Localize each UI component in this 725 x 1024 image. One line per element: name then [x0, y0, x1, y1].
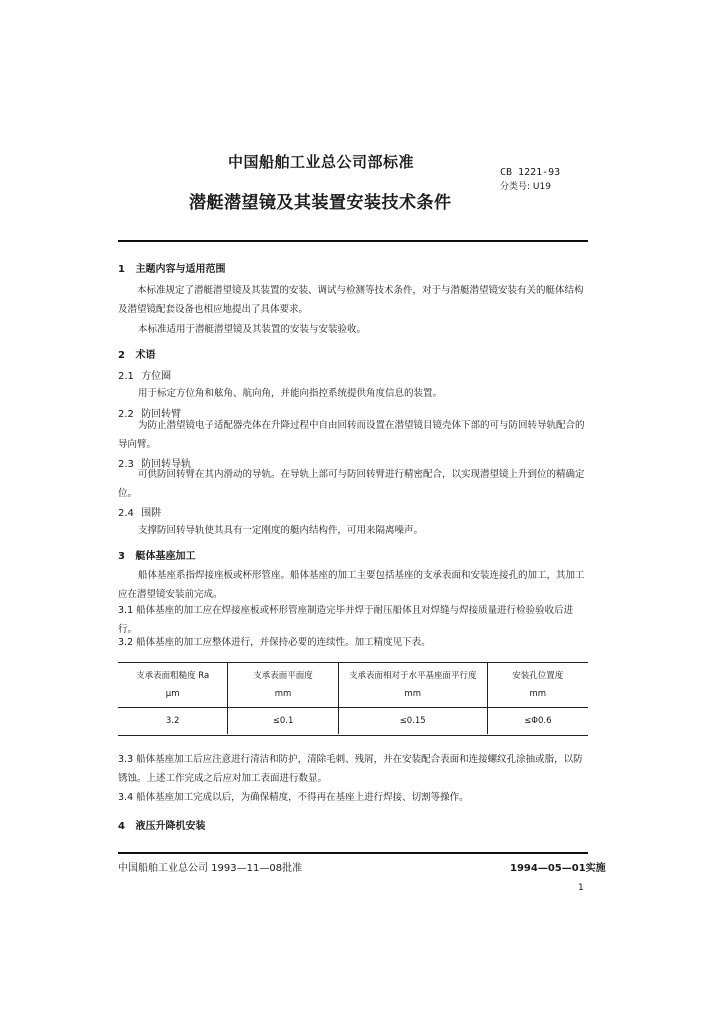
clause-3-4 [118, 788, 592, 807]
header-roughness: 支承表面粗糙度 Ra μm [118, 663, 228, 708]
term-title: 防回转臂 [141, 409, 182, 420]
clause-text: 船体基座的加工应整体进行，并保持必要的连续性。加工精度见下表。 [136, 637, 431, 648]
term-2-4-definition: 支撑防回转导轨使其具有一定刚度的艇内结构件，可用来隔离噪声。 [138, 525, 424, 536]
table-bottom-rule [118, 735, 588, 736]
standard-code: CB 1221-93 [500, 167, 561, 178]
section-4-heading [118, 817, 205, 832]
section-number: 2 [118, 350, 125, 361]
term-2-2-definition: 为防止潜望镜电子适配器壳体在升降过程中自由回转而设置在潜望镜目镜壳体下部的可与防回转导轨配合的导向臂。 [118, 420, 585, 450]
section-2-heading [118, 346, 155, 361]
cell-roughness: 3.2 [165, 716, 180, 726]
section-1-heading [118, 260, 225, 275]
clause-text: 船体基座的加工应在焊接座板或杯形管座制造完毕并焊于耐压船体且对焊缝与焊接质量进行检验验收后进行。 [118, 605, 574, 635]
section-title: 艇体基座加工 [135, 551, 196, 562]
term-number: 2.2 [118, 409, 134, 420]
footer-divider [118, 852, 588, 854]
table-header-row [118, 663, 588, 708]
term-number: 2.4 [118, 508, 134, 519]
header-parallelism: 支承表面相对于水平基座面平行度 mm [338, 663, 487, 708]
term-2-3-definition: 可供防回转臂在其内滑动的导轨。在导轨上部可与防回转臂进行精密配合，以实现潜望镜上升到位的精确定位。 [118, 469, 585, 499]
header-hole-position: 安装孔位置度 mm [487, 663, 588, 708]
clause-number: 3.2 [118, 637, 134, 648]
term-number: 2.1 [118, 371, 134, 382]
cell-flatness: ≤0.1 [228, 708, 339, 735]
term-title: 防回转导轨 [141, 459, 192, 470]
clause-number: 3.4 [118, 792, 134, 803]
section-number: 1 [118, 264, 125, 275]
clause-number: 3.1 [118, 605, 134, 616]
clause-3-3 [118, 750, 592, 788]
document-title: 潜艇潜望镜及其装置安装技术条件 [189, 193, 452, 213]
term-title: 方位圈 [141, 371, 172, 382]
machining-accuracy-table [118, 663, 588, 734]
term-title: 围阱 [141, 508, 162, 519]
section-title: 液压升降机安装 [135, 821, 206, 832]
section-title: 术语 [135, 350, 156, 361]
section-number: 3 [118, 551, 125, 562]
cell-hole-position: ≤Φ0.6 [487, 708, 588, 735]
clause-text: 船体基座加工后应注意进行清洁和防护，清除毛刺、残屑，并在安装配合表面和连接螺纹孔涂抽或脂，以防锈蚀。上述工作完成之后应对加工表面进行数显。 [118, 754, 583, 784]
cell-parallelism: ≤0.15 [338, 708, 487, 735]
section-1-paragraph-1: 本标准规定了潜艇潜望镜及其装置的安装、调试与检测等技术条件，对于与潜艇潜望镜安装有关的艇体结构及潜望镜配套设备也相应地提出了具体要求。 [118, 285, 584, 315]
term-2-1-heading [118, 367, 171, 382]
clause-3-2 [118, 633, 592, 652]
organization-name: 中国船舶工业总公司部标准 [228, 153, 415, 171]
table-row [118, 708, 588, 735]
header-flatness: 支承表面平面度 mm [228, 663, 339, 708]
section-3-paragraph: 船体基座系指焊接座板或杯形管座。船体基座的加工主要包括基座的支承表面和安装连接孔的加工，其加工应在潜望镜安装前完成。 [118, 570, 585, 600]
term-number: 2.3 [118, 459, 134, 470]
approval-date: 中国船舶工业总公司 1993—11—08批准 [118, 863, 303, 874]
term-2-4-heading [118, 504, 161, 519]
section-title: 主题内容与适用范围 [135, 264, 226, 275]
classification-number: 分类号: U19 [500, 182, 551, 192]
section-1-paragraph-2: 本标准适用于潜艇潜望镜及其装置的安装与安装验收。 [138, 324, 367, 335]
effective-date: 1994—05—01实施 [510, 863, 606, 874]
header-divider [118, 240, 588, 242]
section-3-heading [118, 547, 195, 562]
clause-text: 船体基座加工完成以后，为确保精度，不得再在基座上进行焊接、切割等操作。 [136, 792, 469, 803]
section-number: 4 [118, 821, 125, 832]
term-2-1-definition: 用于标定方位角和舷角、航向角，并能向指控系统提供角度信息的装置。 [138, 388, 443, 399]
clause-number: 3.3 [118, 754, 134, 765]
page-number: 1 [578, 883, 584, 893]
